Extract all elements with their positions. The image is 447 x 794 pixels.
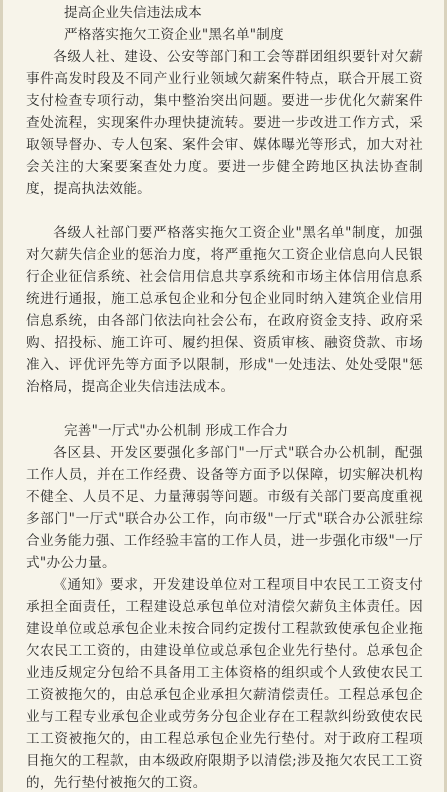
section-spacer [26,398,423,420]
section1-title-line1: 提高企业失信违法成本 [64,5,202,21]
section2-title: 完善"一厅式"办公机制 形成工作合力 [64,423,289,439]
section2-paragraph-1: 各区县、开发区要强化多部门"一厅式"联合办公机制，配强工作人员，并在工作经费、设备等方面予以保障，切实解决机构不健全、人员不足、力量薄弱等问题。市级有关部门要高度重视多部门"一厅式"联合办公工作，向市级"一厅式"联合办公派驻综合业务能力强、工作经验丰富的工作人员，进一步强化市级"一厅式"办公力量。 [26,445,423,571]
section1-title-line2: 严格落实拖欠工资企业"黑名单"制度 [64,27,284,43]
paragraph-spacer [26,200,423,222]
section1-paragraph-1: 各级人社、建设、公安等部门和工会等群团组织要针对欠薪事件高发时段及不同产业行业领域欠薪案件特点，联合开展工资支付检查专项行动，集中整治突出问题。要进一步优化欠薪案件查处流程，实现案件办理快捷流转。要进一步改进工作方式，采取领导督办、专人包案、案件会审、媒体曝光等形式，加大对社会关注的大案要案查处力度。要进一步健全跨地区执法协查制度，提高执法效能。 [26,49,423,197]
section1-paragraph-2: 各级人社部门要严格落实拖欠工资企业"黑名单"制度，加强对欠薪失信企业的惩治力度，将严重拖欠工资企业信息向人民银行企业征信系统、社会信用信息共享系统和市场主体信用信息系统进行通报，施工总承包企业和分包企业同时纳入建筑企业信用信息系统，由各部门依法向社会公布，在政府资金支持、政府采购、招投标、施工许可、履约担保、资质审核、融资贷款、市场准入、评优评先等方面予以限制，形成"一处违法、处处受限"惩治格局，提高企业失信违法成本。 [26,225,423,395]
section2-paragraph-2: 《通知》要求，开发建设单位对工程项目中农民工工资支付承担全面责任，工程建设总承包单位对清偿欠薪负主体责任。因建设单位或总承包企业未按合同约定拨付工程款致使承包企业拖欠农民工工资的，由建设单位或总承包企业先行垫付。总承包企业违反规定分包给不具备用工主体资格的组织或个人致使农民工工资被拖欠的，由总承包企业承担欠薪清偿责任。工程总承包企业与工程专业承包企业或劳务分包企业存在工程款纠纷致使农民工工资被拖欠的，由工程总承包企业先行垫付。对于政府工程项目拖欠的工程款，由本级政府限期予以清偿;涉及拖欠农民工工资的，先行垫付被拖欠的工资。 [26,577,423,791]
